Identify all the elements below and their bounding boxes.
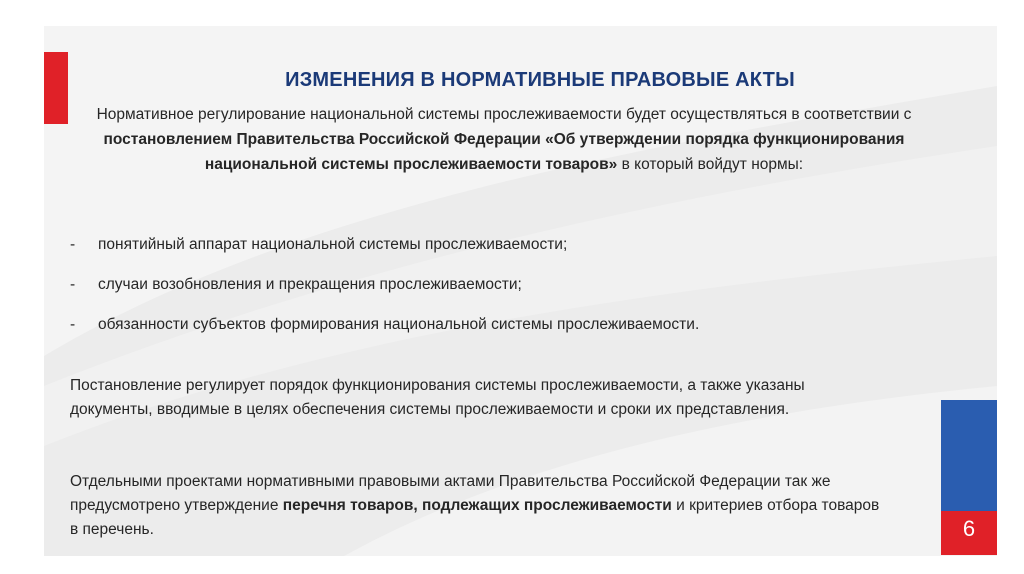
body-paragraph-2 <box>70 470 890 542</box>
para2-bold-text: перечня товаров, подлежащих прослеживаемости <box>282 497 672 514</box>
list-item <box>70 273 910 313</box>
body-paragraph-1: Постановление регулирует порядок функционирования системы прослеживаемости, а также указаны документы, вводимые в целях обеспечения системы прослеживаемости и сроки их представления. <box>70 377 805 418</box>
bullet-dash: - <box>70 316 76 333</box>
intro-paragraph <box>64 102 944 177</box>
bullet-text: обязанности субъектов формирования национальной системы прослеживаемости. <box>98 316 700 333</box>
bullet-dash: - <box>70 276 76 293</box>
para2-text-end: и критериев отбора товаров в перечень. <box>70 497 880 538</box>
intro-text-end: в который войдут нормы: <box>617 156 804 173</box>
intro-text-start: Нормативное регулирование национальной системы прослеживаемости будет осуществляться в соответствии с <box>96 106 912 123</box>
bullet-dash: - <box>70 236 76 253</box>
list-item <box>70 313 910 353</box>
page-number: 6 <box>962 516 976 541</box>
intro-bold-text: постановлением Правительства Российской Федерации «Об утверждении порядка функционирования национальной системы прослеживаемости товаров» <box>103 131 905 173</box>
list-item <box>70 233 910 273</box>
blue-accent-bar <box>941 400 997 511</box>
bullet-list <box>70 233 910 353</box>
bullet-text: случаи возобновления и прекращения прослеживаемости; <box>98 276 522 293</box>
para2-text-start: Отдельными проектами нормативными правовыми актами Правительства Российской Федерации так же предусмотрено утверждение <box>70 473 831 514</box>
bullet-text: понятийный аппарат национальной системы прослеживаемости; <box>98 236 568 253</box>
slide-title: ИЗМЕНЕНИЯ В НОРМАТИВНЫЕ ПРАВОВЫЕ АКТЫ <box>285 69 795 91</box>
